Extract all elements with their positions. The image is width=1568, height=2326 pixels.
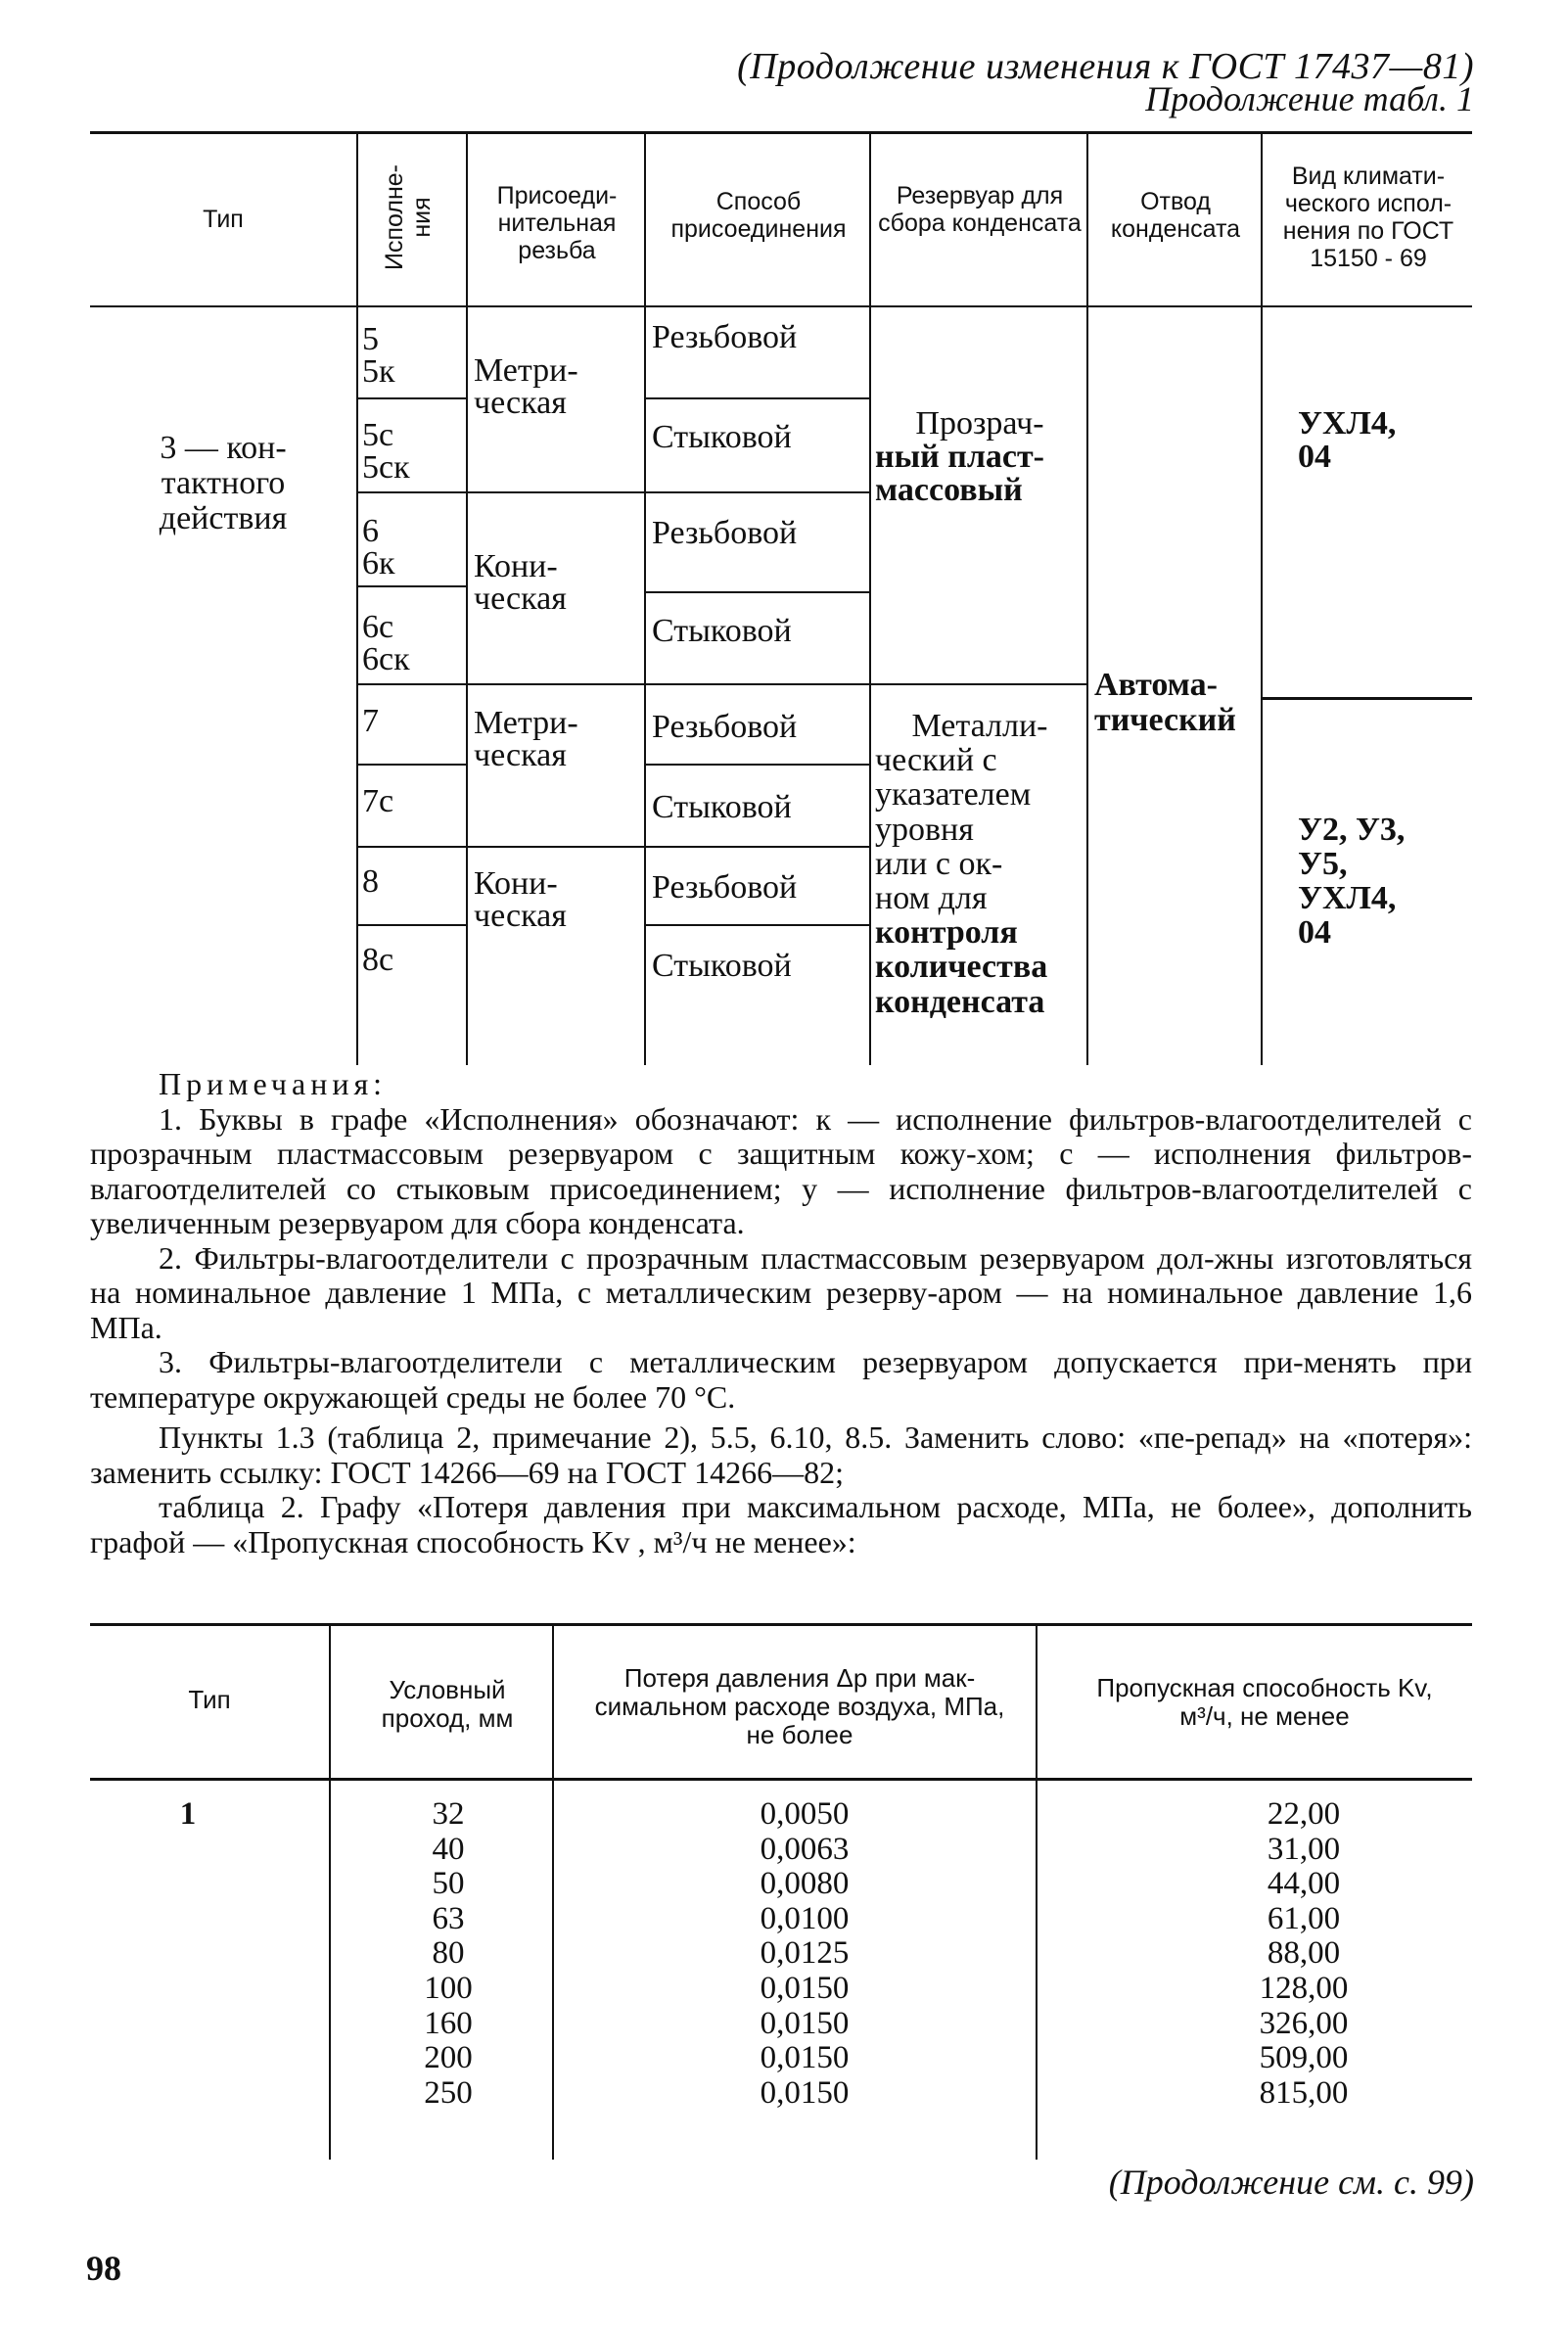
connection-cell: Стыковой [652, 613, 792, 649]
variant-6s-6sk: 6с 6ск [362, 609, 410, 677]
notes-title: Примечания: [159, 1066, 388, 1101]
reservoir-metal: Металли- ческий с указателем уровня или с ок- ном для контроля количества конденсата [875, 708, 1048, 1020]
note-1: 1. Буквы в графе «Исполнения» обозначают: к — исполнение фильтров-влагоотделителей с прозрачным пластмассовым резервуаром с защитным кожу-хом; с — исполнения фильтров-влагоотделителей со стыковым присоединением; у — исполнение фильтров-влагоотделителей с увеличенным резервуаром для сбора конденсата. [90, 1100, 1472, 1240]
continuation-footer: (Продолжение см. с. 99) [1108, 2163, 1474, 2202]
variant-7: 7 [362, 703, 379, 739]
thread-metric-1: Метри- ческая [474, 352, 578, 421]
t2-bores: 32 40 50 63 80 100 160 200 250 [424, 1796, 473, 2111]
t2-losses: 0,0050 0,0063 0,0080 0,0100 0,0125 0,0150 0,0150 0,0150 0,0150 [760, 1796, 850, 2111]
note-2: 2. Фильтры-влагоотделители с прозрачным пластмассовым резервуаром дол-жны изготовляться на номинальное давление 1 МПа, с металлическим резерву-аром — на номинальное давление 1,6 МПа. [90, 1239, 1472, 1345]
type-value [90, 431, 356, 536]
variant-5-5k: 5 5к [362, 321, 395, 390]
t2-header-type: Тип [188, 1685, 231, 1714]
notes-section [90, 1067, 1472, 1559]
thread-conical-2: Кони- ческая [474, 865, 567, 934]
variant-5s-5sk: 5с 5ск [362, 417, 410, 486]
connection-cell: Стыковой [652, 789, 792, 825]
connection-cell: Стыковой [652, 419, 792, 455]
header-connection: Способ присоединения [670, 188, 847, 243]
header-reservoir: Резервуар для сбора конденсата [878, 182, 1082, 237]
t2-header-capacity: Пропускная способность Kv, м³/ч, не менее [1096, 1673, 1433, 1732]
t2-type-value: 1 [179, 1796, 197, 1832]
header-climate: Вид климати-ческого испол-нения по ГОСТ 15150 - 69 [1282, 163, 1454, 272]
type-line: действия [159, 500, 288, 536]
variant-8: 8 [362, 863, 379, 900]
page-number: 98 [86, 2249, 121, 2288]
variant-7s: 7с [362, 783, 394, 819]
connection-cell: Резьбовой [652, 319, 798, 355]
variant-8s: 8с [362, 942, 394, 978]
thread-metric-2: Метри- ческая [474, 705, 578, 773]
thread-conical-1: Кони- ческая [474, 548, 567, 617]
t2-header-bore: Условный проход, мм [381, 1675, 514, 1734]
continuation-header: (Продолжение изменения к ГОСТ 17437—81) [737, 46, 1474, 87]
type-line: тактного [161, 465, 286, 501]
type-line: 3 — кон- [160, 430, 287, 466]
header-thread: Присоеди-нительная резьба [496, 182, 618, 264]
connection-cell: Резьбовой [652, 515, 798, 551]
table-continuation-label: Продолжение табл. 1 [1145, 79, 1474, 118]
table-2 [90, 1623, 1472, 2171]
drain-value: Автома- тический [1094, 667, 1236, 738]
climate-1: УХЛ4, 04 [1298, 405, 1397, 475]
header-variant: Исполне-ния [381, 164, 436, 270]
connection-cell: Резьбовой [652, 869, 798, 906]
table-1 [90, 131, 1472, 1065]
connection-cell: Стыковой [652, 948, 792, 984]
paragraph-1: Пункты 1.3 (таблица 2, примечание 2), 5.5, 6.10, 8.5. Заменить слово: «пе-репад» на «потеря»: заменить ссылку: ГОСТ 14266—69 на ГОСТ 14266—82; [90, 1419, 1472, 1490]
connection-cell: Резьбовой [652, 709, 798, 745]
t2-header-loss: Потеря давления Δp при мак-симальном расходе воздуха, МПа, не более [594, 1663, 1005, 1750]
header-type: Тип [203, 206, 244, 233]
paragraph-2: таблица 2. Графу «Потеря давления при максимальном расходе, МПа, не более», дополнить графой — «Пропускная способность Kv , м³/ч не менее»: [90, 1489, 1472, 1559]
climate-2: У2, У3, У5, УХЛ4, 04 [1298, 812, 1406, 951]
header-drain: Отвод конденсата [1110, 188, 1241, 243]
reservoir-plastic: Прозрач- ный пласт- массовый [875, 405, 1045, 508]
note-3: 3. Фильтры-влагоотделители с металлическим резервуаром допускается при-менять при температуре окружающей среды не более 70 °C. [90, 1344, 1472, 1415]
t2-capacities: 22,00 31,00 44,00 61,00 88,00 128,00 326,00 509,00 815,00 [1259, 1796, 1349, 2111]
variant-6-6k: 6 6к [362, 513, 395, 582]
